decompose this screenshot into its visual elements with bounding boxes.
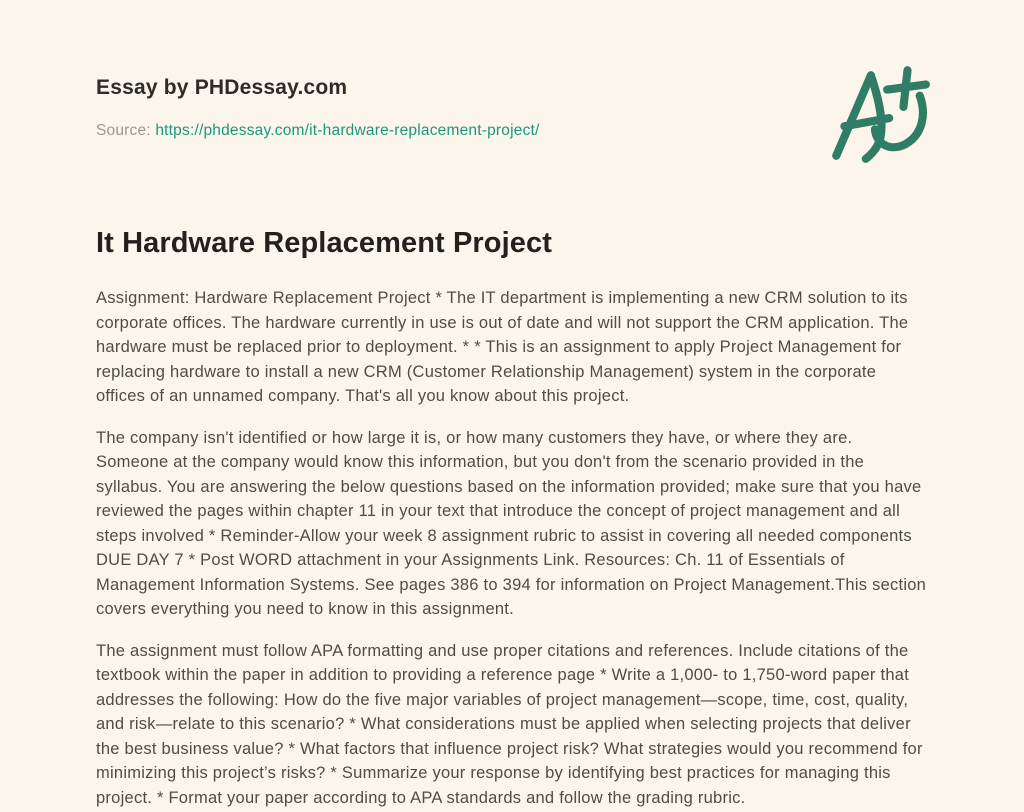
page-title: It Hardware Replacement Project bbox=[96, 227, 552, 259]
brand-heading: Essay by PHDessay.com bbox=[96, 76, 348, 99]
essay-paragraph-1: Assignment: Hardware Replacement Project * The IT department is implementing a new CRM solution to its corporate offices. The hardware currently in use is out of date and will not support the CRM application. The hardware must be replaced prior to deployment. * * This is an assignment to apply Project Management for replacing hardware to install a new CRM (Customer Relationship Management) system in the corporate offices of an unnamed company. That's all you know about this project. bbox=[96, 289, 909, 405]
essay-paragraph-3: The assignment must follow APA formatting and use proper citations and references. Include citations of the textbook within the paper in addition to providing a reference page * Write a 1,000- to 1,750-word paper that addresses the following: How do the five major variables of project management—scope, time, cost, quality, and risk—relate to this scenario? * What considerations must be applied when selecting projects that deliver the best business value? * What factors that influence project risk? What strategies would you recommend for minimizing this project’s risks? * Summarize your response by identifying best practices for managing this project. * Format your paper according to APA standards and follow the grading rubric. bbox=[96, 641, 923, 807]
essay-body bbox=[96, 286, 928, 810]
essay-paragraph-2: The company isn't identified or how large it is, or how many customers they have, or where they are. Someone at the company would know this information, but you don't from the scenario provided in the syllabus. You are answering the below questions based on the information provided; make sure that you have reviewed the pages within chapter 11 in your text that introduce the concept of project management and all steps involved * Reminder-Allow your week 8 assignment rubric to assist in covering all needed components DUE DAY 7 * Post WORD attachment in your Assignments Link. Resources: Ch. 11 of Essentials of Management Information Systems. See pages 386 to 394 for information on Project Management.This section covers everything you need to know in this assignment. bbox=[96, 428, 927, 618]
source-link[interactable]: https://phdessay.com/it-hardware-replacement-project/ bbox=[155, 122, 540, 139]
phdessay-a-plus-logo-icon bbox=[822, 62, 934, 164]
source-label: Source: bbox=[96, 122, 151, 139]
source-line bbox=[96, 122, 928, 140]
